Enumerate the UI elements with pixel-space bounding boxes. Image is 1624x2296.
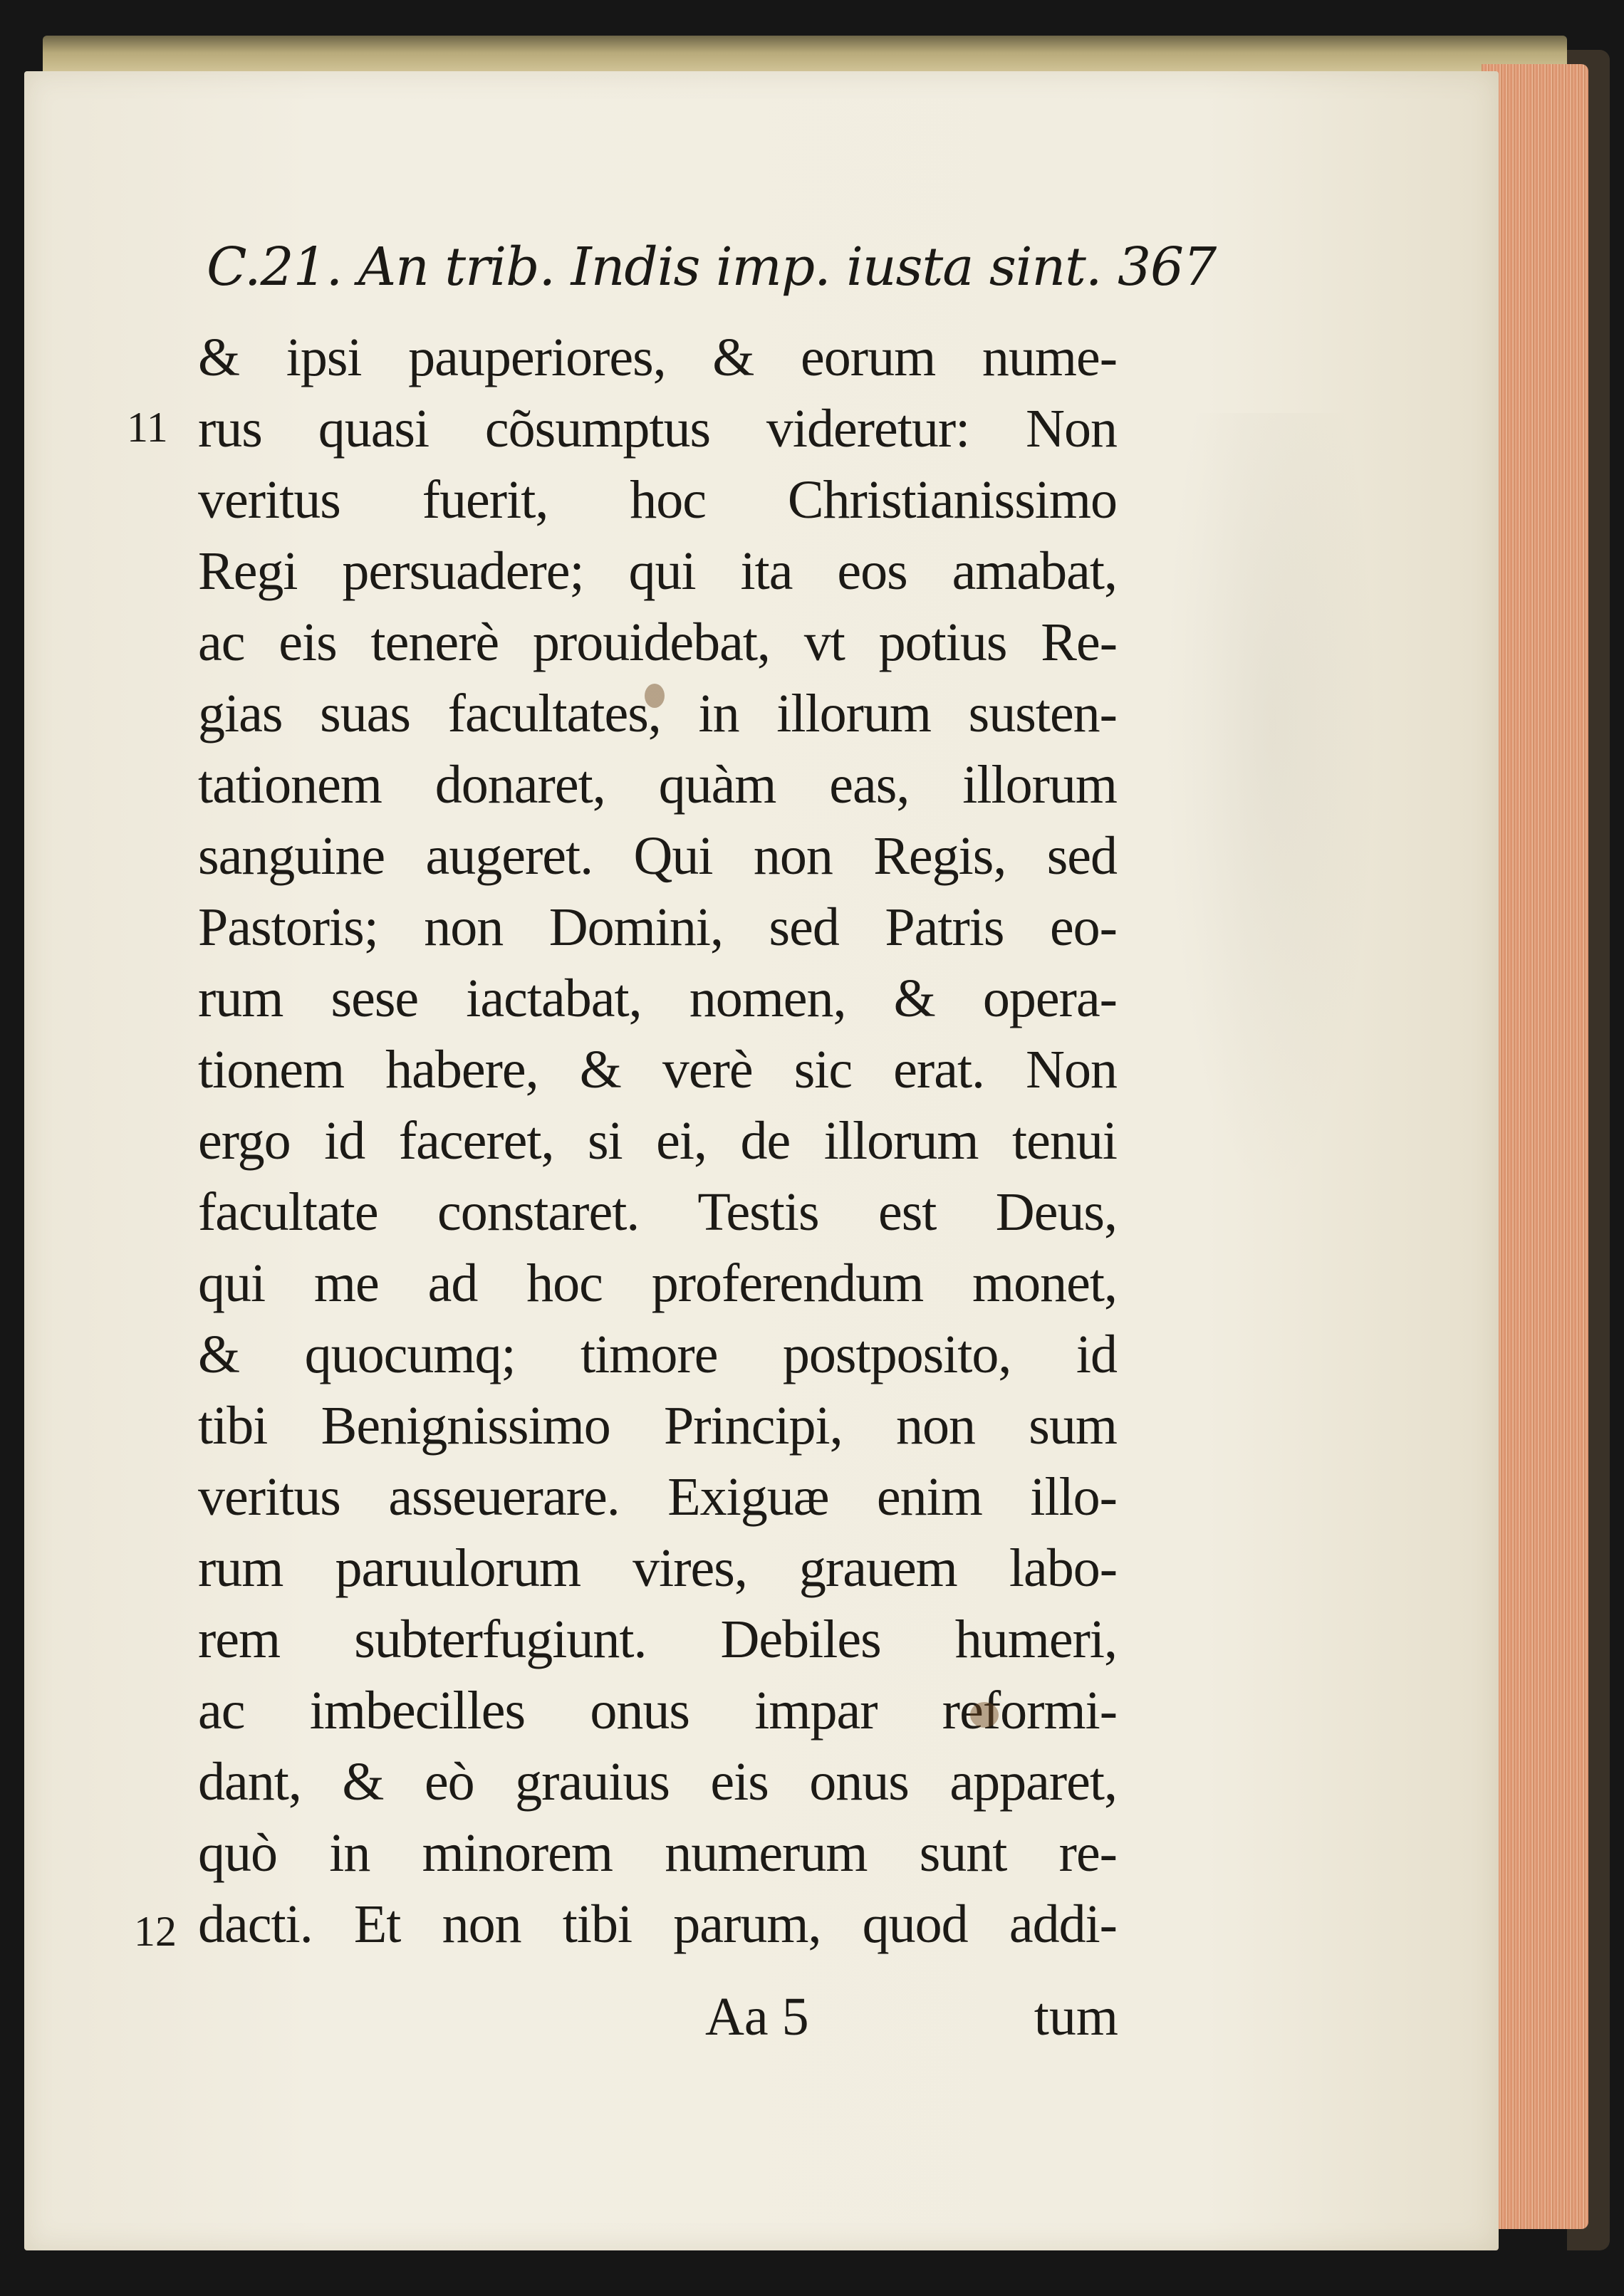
text-line: gias suas facultates, in illorum susten- — [198, 684, 1117, 743]
text-line: tionem habere, & verè sic erat. Non — [198, 1040, 1117, 1100]
text-line: dacti. Et non tibi parum, quod addi- — [198, 1894, 1117, 1954]
margin-number: 11 — [127, 404, 168, 451]
text-line: ergo id faceret, si ei, de illorum tenui — [198, 1111, 1117, 1171]
text-line: rem subterfugiunt. Debiles humeri, — [198, 1609, 1117, 1669]
catchword: tum — [1034, 1987, 1118, 2047]
text-line: ac eis tenerè prouidebat, vt potius Re- — [198, 612, 1117, 672]
text-line: rum sese iactabat, nomen, & opera- — [198, 969, 1117, 1028]
running-head: C.21. An trib. Indis imp. iusta sint. 367 — [207, 236, 1217, 298]
text-line: & ipsi pauperiores, & eorum nume- — [198, 328, 1117, 387]
text-line: dant, & eò grauius eis onus apparet, — [198, 1752, 1117, 1812]
text-line: Regi persuadere; qui ita eos amabat, — [198, 541, 1117, 601]
text-line: ac imbecilles onus impar reformi- — [198, 1681, 1117, 1741]
text-line: & quocumq; timore postposito, id — [198, 1325, 1117, 1384]
text-line: Pastoris; non Domini, sed Patris eo- — [198, 897, 1117, 957]
text-line: rus quasi cõsumptus videretur: Non — [198, 399, 1117, 459]
text-line: sanguine augeret. Qui non Regis, sed — [198, 826, 1117, 886]
text-line: qui me ad hoc proferendum monet, — [198, 1253, 1117, 1313]
text-line: rum paruulorum vires, grauem labo- — [198, 1538, 1117, 1598]
text-line: tibi Benignissimo Principi, non sum — [198, 1396, 1117, 1456]
signature-mark: Aa 5 — [705, 1987, 809, 2047]
text-line: tationem donaret, quàm eas, illorum — [198, 755, 1117, 815]
text-line: veritus asseuerare. Exiguæ enim illo- — [198, 1467, 1117, 1527]
text-line: quò in minorem numerum sunt re- — [198, 1823, 1117, 1883]
margin-number: 12 — [134, 1908, 177, 1955]
ink-stain — [970, 1702, 999, 1728]
text-line: veritus fuerit, hoc Christianissimo — [198, 470, 1117, 530]
text-line: facultate constaret. Testis est Deus, — [198, 1182, 1117, 1242]
show-through-ink — [1164, 413, 1378, 1196]
ink-stain — [645, 684, 665, 708]
